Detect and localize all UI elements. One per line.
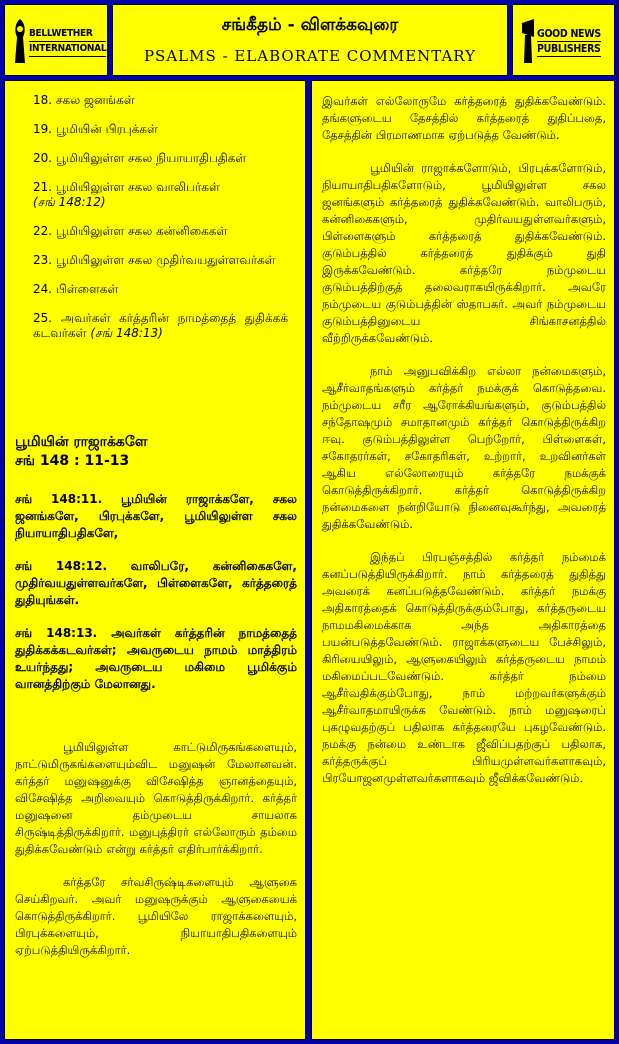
section-heading (15, 433, 147, 471)
verse-11: சங் 148:11. பூமியின் ராஜாக்களே, சகல ஜனங்களே, பிரபுக்களே, பூமியிலுள்ள சகல நியாயாதிபதிகளே, (15, 492, 297, 540)
list-item-text: 20. பூமியிலுள்ள சகல நியாயாதிபதிகள் (33, 151, 247, 165)
section-heading-ref: சங் 148 : 11-13 (15, 453, 130, 469)
commentary-paragraph: இவர்கள் எல்லோருமே கர்த்தரைத் துதிக்கவேண்டும். தங்களுடைய தேசத்தில் கர்த்தரைத் துதிப்பதை, தேசத்தின் பிரமாணமாக ஏற்படுத்த வேண்டும். (322, 94, 606, 142)
list-item (33, 224, 288, 239)
section-heading-text: பூமியின் ராஜாக்களே (15, 434, 148, 450)
right-commentary (322, 93, 606, 803)
commentary-paragraph: நாம் அனுபவிக்கிற எல்லா நன்மைகளும், ஆசீர்வாதங்களும் கர்த்தர் நமக்குக் கொடுத்தவை. நம்முடைய சரீர ஆரோக்கியங்களும், குடும்பத்தில் சந்தோஷமும் சமாதானமும் கர்த்தர் கொடுத்திருக்கிற ஈவு. குடும்பத்திலுள்ள பெற்றோர், பிள்ளைகள், சகோதரர்கள், சகோதரிகள், உற்றார், உறவினர்கள் ஆகிய எல்லோரையும் கர்த்தரே நமக்குக் கொடுத்திருக்கிறார். கர்த்தர் கொடுத்திருக்கிற நன்மைகளை நன்றியோடு நினைவுகூர்ந்து, அவரைத் துதிக்கவேண்டும். (322, 364, 606, 531)
good-news-logo-box (512, 4, 615, 76)
left-commentary (15, 739, 297, 975)
list-item-text: 18. சகல ஜனங்கள் (33, 93, 135, 107)
numbered-list (33, 93, 288, 355)
logo-left-line-1: BELLWETHER (29, 27, 106, 42)
list-item-text: 25. அவர்கள் கர்த்தரின் நாமத்தைத் துதிக்கக் கடவர்கள் (33, 311, 288, 340)
list-item-text: 23. பூமியிலுள்ள சகல முதிர்வயதுள்ளவர்கள் (33, 253, 276, 267)
bellwether-logo (11, 15, 107, 69)
logo-right-line-2: PUBLISHERS (537, 43, 601, 55)
good-news-logo (519, 15, 611, 69)
verse-12: சங் 148:12. வாலிபரே, கன்னிகைகளே, முதிர்வயதுள்ளவர்களே, பிள்ளைகளே, கர்த்தரைத் துதியுங்கள். (15, 559, 297, 607)
scripture-verses (15, 491, 297, 709)
page-title: சங்கீதம் - விளக்கவுரை (221, 15, 399, 35)
right-column (311, 80, 615, 1040)
list-item (33, 282, 288, 297)
commentary-paragraph: பூமியிலுள்ள காட்டுமிருகங்களையும், நாட்டுமிருகங்களையும்விட மனுஷன் மேலானவன். கர்த்தர் மனுஷனுக்கு விசேஷித்த ஞானத்தையும், விசேஷித்த அறிவையும் கொடுத்திருக்கிறார். கர்த்தர் மனுஷனை தம்முடைய சாயலாக சிருஷ்டித்திருக்கிறார். மனுபுத்திரர் எல்லோரும் தம்மை துதிக்கவேண்டும் என்று கர்த்தர் எதிர்பார்க்கிறார். (15, 740, 297, 856)
commentary-paragraph: இந்தப் பிரபஞ்சத்தில் கர்த்தர் நம்மைக் கனப்படுத்தியிருக்கிறார். நாம் கர்த்தரைத் துதித்து அவரைக் கனப்படுத்தவேண்டும். கர்த்தர் நமக்கு அதிகாரத்தைக் கொடுத்திருக்கும்போது, கர்த்தருடைய நாமமகிமைக்காக அந்த அதிகாரத்தை பயன்படுத்தவேண்டும். ராஜாக்களுடைய பேச்சிலும், கிரியையிலும், ஆளுகையிலும் கர்த்தருடைய நாமம் மகிமைப்படவேண்டும். கர்த்தர் நம்மை ஆசீர்வதிக்கும்போது, நாம் மற்றவர்களுக்கும் ஆசீர்வாதமாயிருக்க வேண்டும். நாம் மனுஷரைப் புகழுவதற்குப் பதிலாக கர்த்தரையே புகழவேண்டும். நமக்கு நன்மை உண்டாக ஜீவிப்பதற்குப் பதிலாக, கர்த்தருக்குப் பிரியமுள்ளவர்களாகவும், பிரயோஜனமுள்ளவர்களாகவும் ஜீவிக்கவேண்டும். (322, 550, 606, 785)
list-item (33, 151, 288, 166)
logo-left-line-2: INTERNATIONAL (29, 42, 106, 57)
bellwether-logo-box (4, 4, 108, 76)
logo-right-line-1: GOOD NEWS (537, 28, 601, 40)
commentary-paragraph: கர்த்தரே சர்வசிருஷ்டிகளையும் ஆளுகை செய்கிறவர். அவர் மனுஷருக்கும் ஆளுகையைக் கொடுத்திருக்கிறார். பூமியிலே ராஜாக்களையும், பிரபுக்களையும், நியாயாதிபதிகளையும் ஏற்படுத்தியிருக்கிறார். (15, 875, 297, 957)
list-item-text: 19. பூமியின் பிரபுக்கள் (33, 122, 158, 136)
list-item (33, 93, 288, 108)
list-item-ref: (சங் 148:13) (90, 326, 163, 340)
list-item (33, 311, 288, 341)
list-item-text: 21. பூமியிலுள்ள சகல வாலிபர்கள் (33, 180, 220, 194)
list-item-ref: (சங் 148:12) (33, 195, 106, 209)
good-news-horn-icon (519, 17, 537, 65)
bellwether-ram-icon (11, 17, 29, 65)
left-column (4, 80, 306, 1040)
list-item (33, 122, 288, 137)
list-item-text: 22. பூமியிலுள்ள சகல கன்னிகைகள் (33, 224, 228, 238)
list-item (33, 253, 288, 268)
commentary-paragraph: பூமியின் ராஜாக்களோடும், பிரபுக்களோடும், நியாயாதிபதிகளோடும், பூமியிலுள்ள சகல ஜனங்களும் கர்த்தரைத் துதிக்கவேண்டும். வாலிபரும், கன்னிகைகளும், முதிர்வயதுள்ளவர்களும், பிள்ளைகளும் கர்த்தரைத் துதிக்கவேண்டும். குடும்பத்தில் கர்த்தரைத் துதிக்கும் துதி இருக்கவேண்டும். கர்த்தரே நம்முடைய குடும்பத்திற்குத் தலைவராகயிருக்கிறார். அவரே நம்முடைய குடும்பத்தின் ஸ்தாபகர். அவர் நம்முடைய குடும்பத்தினுடைய சிங்காசனத்தில் வீற்றிருக்கவேண்டும். (322, 161, 606, 345)
header-title-box (112, 4, 508, 76)
list-item (33, 180, 288, 210)
list-item-text: 24. பிள்ளைகள் (33, 282, 119, 296)
verse-13: சங் 148:13. அவர்கள் கர்த்தரின் நாமத்தைத் துதிக்கக்கடவர்கள்; அவருடைய நாமம் மாத்திரம் உயர்ந்தது; அவருடைய மகிமை பூமிக்கும் வானத்திற்கும் மேலானது. (15, 626, 297, 691)
page-subtitle: PSALMS - ELABORATE COMMENTARY (143, 47, 477, 65)
